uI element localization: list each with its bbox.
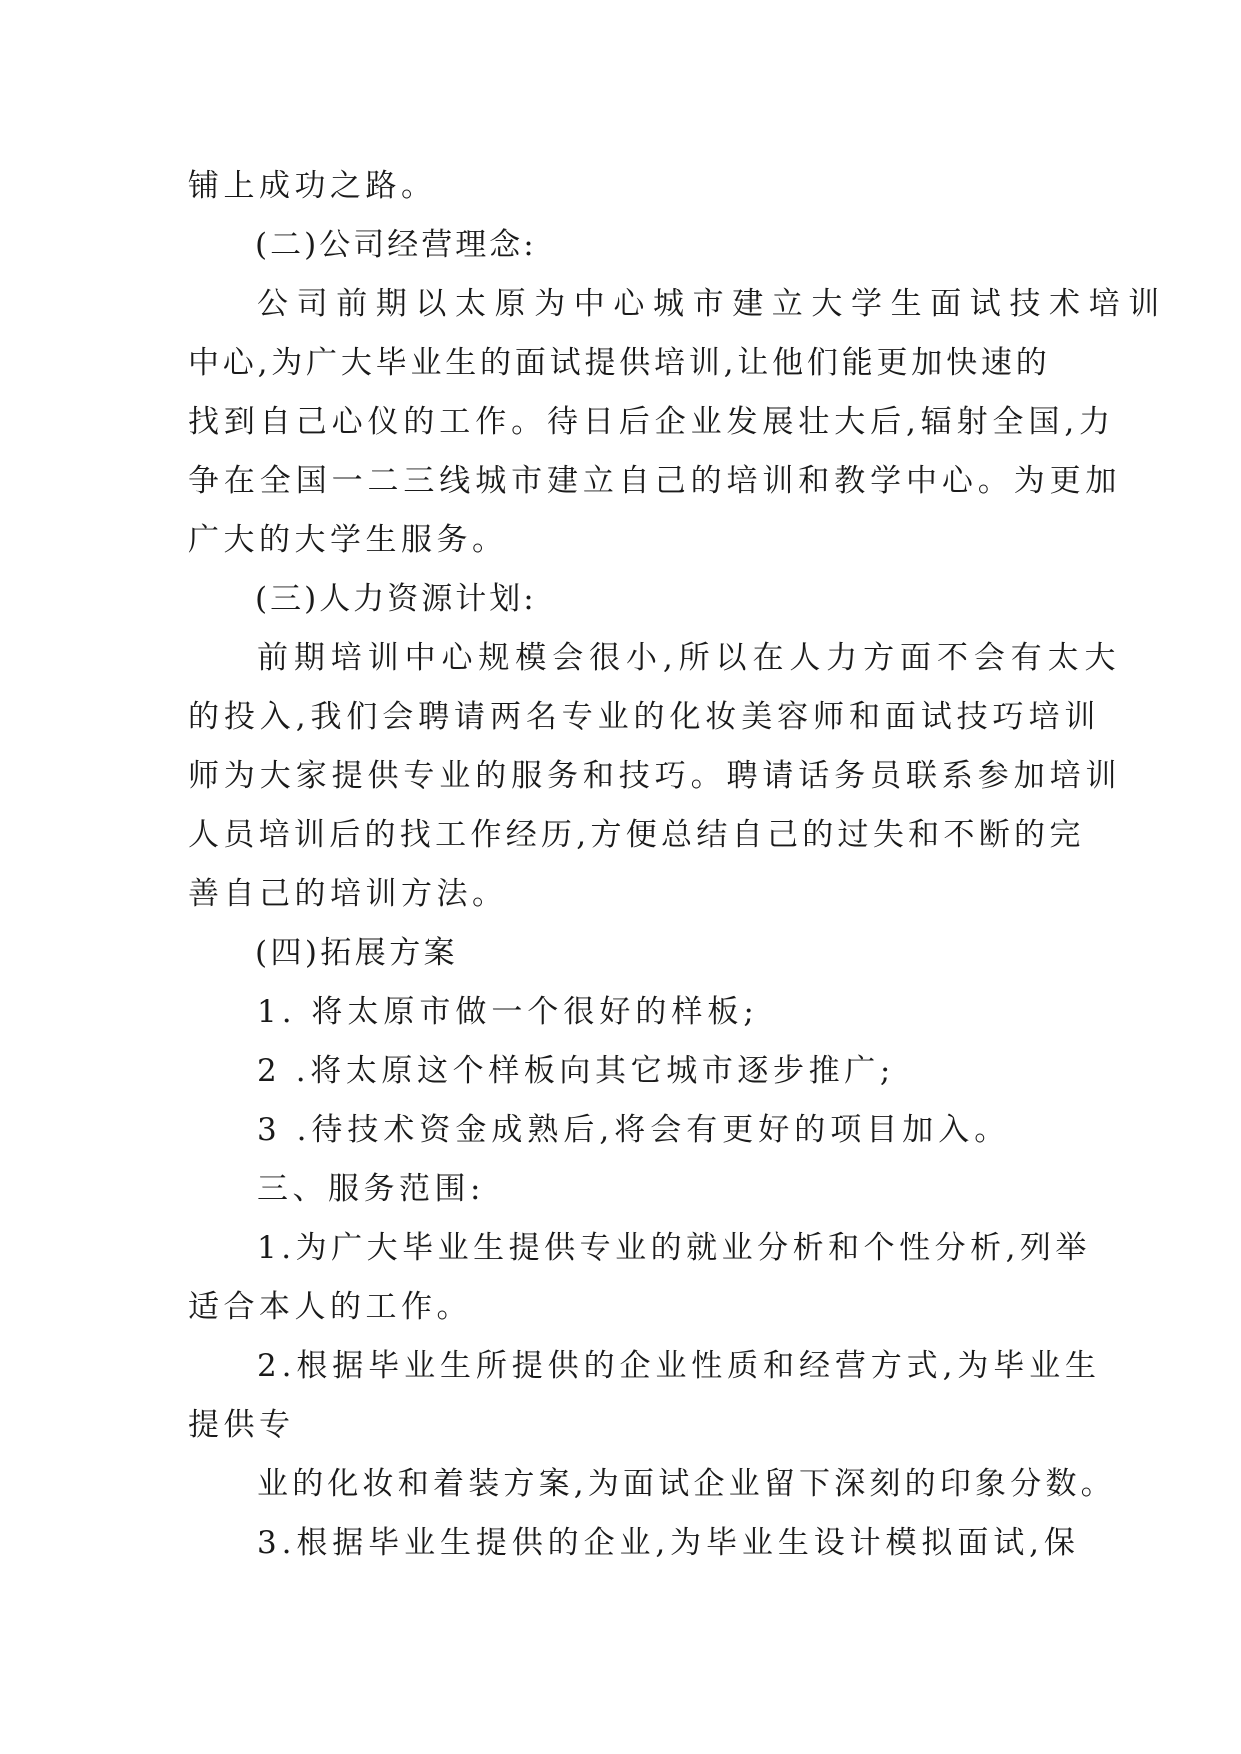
list-item: 3.根据毕业生提供的企业,为毕业生设计模拟面试,保 bbox=[257, 1525, 1080, 1561]
section-heading: (二)公司经营理念: bbox=[255, 227, 537, 263]
text-line: 提供专 bbox=[188, 1407, 295, 1443]
text-line: 找到自己心仪的工作。待日后企业发展壮大后,辐射全国,力 bbox=[188, 404, 1116, 440]
text-line: 适合本人的工作。 bbox=[188, 1289, 472, 1325]
text-line: 业的化妆和着装方案,为面试企业留下深刻的印象分数。 bbox=[257, 1466, 1116, 1502]
text-line: 广大的大学生服务。 bbox=[188, 522, 508, 558]
section-heading: (三)人力资源计划: bbox=[255, 581, 537, 617]
text-line: 人员培训后的找工作经历,方便总结自己的过失和不断的完 bbox=[188, 817, 1085, 853]
text-line: 公司前期以太原为中心城市建立大学生面试技术培训 bbox=[257, 286, 1168, 322]
list-item: 2.根据毕业生所提供的企业性质和经营方式,为毕业生 bbox=[257, 1348, 1101, 1384]
text-line: 争在全国一二三线城市建立自己的培训和教学中心。为更加 bbox=[188, 463, 1122, 499]
text-line: 铺上成功之路。 bbox=[188, 168, 437, 204]
list-item: 1.为广大毕业生提供专业的就业分析和个性分析,列举 bbox=[257, 1230, 1091, 1266]
section-heading: 三、服务范围: bbox=[257, 1171, 485, 1207]
text-line: 中心,为广大毕业生的面试提供培训,让他们能更加快速的 bbox=[188, 345, 1051, 381]
list-item: 3 .待技术资金成熟后,将会有更好的项目加入。 bbox=[257, 1112, 1011, 1148]
list-item: 2 .将太原这个样板向其它城市逐步推广; bbox=[257, 1053, 895, 1089]
text-line: 师为大家提供专业的服务和技巧。聘请话务员联系参加培训 bbox=[188, 758, 1122, 794]
list-item: 1. 将太原市做一个很好的样板; bbox=[257, 994, 759, 1030]
text-line: 的投入,我们会聘请两名专业的化妆美容师和面试技巧培训 bbox=[188, 699, 1101, 735]
text-line: 前期培训中心规模会很小,所以在人力方面不会有太大 bbox=[257, 640, 1122, 676]
text-line: 善自己的培训方法。 bbox=[188, 876, 508, 912]
section-heading: (四)拓展方案 bbox=[255, 935, 458, 971]
